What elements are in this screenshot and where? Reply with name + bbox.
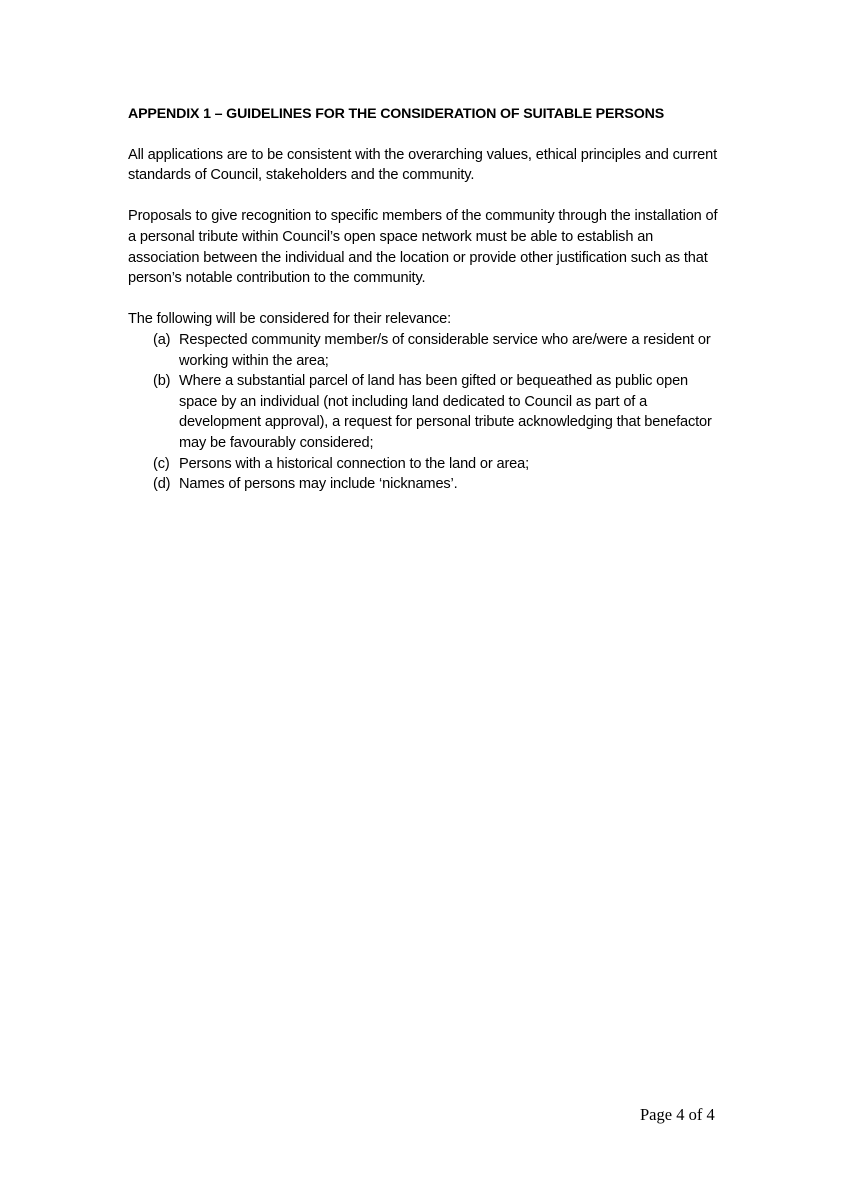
criteria-list [128,330,718,495]
list-marker: (b) [153,373,171,390]
list-item [128,474,718,495]
list-marker: (a) [153,331,171,348]
list-intro: The following will be considered for their relevance: [128,311,452,328]
list-item [128,371,718,453]
list-item [128,454,718,475]
list-item-text: Respected community member/s of considerable service who are/were a resident or working within the area; [179,331,711,369]
list-item [128,330,718,371]
list-item-text: Where a substantial parcel of land has been gifted or bequeathed as public open space by an individual (not including land dedicated to Council as part of a development approval), a request for personal tribute acknowledging that benefactor may be favourably considered; [179,373,712,451]
list-marker: (d) [153,476,171,493]
list-item-text: Persons with a historical connection to the land or area; [179,455,530,472]
list-marker: (c) [153,455,170,472]
list-item-text: Names of persons may include ‘nicknames’. [179,476,458,493]
paragraph-proposals: Proposals to give recognition to specific members of the community through the installation of a personal tribute within Council’s open space network must be able to establish an association between the individual and the location or provide other justification such as that person’s notable contribution to the community. [128,208,718,287]
page-number: Page 4 of 4 [640,1105,715,1124]
paragraph-applications: All applications are to be consistent with the overarching values, ethical principles and current standards of Council, stakeholders and the community. [128,146,717,184]
appendix-heading: APPENDIX 1 – GUIDELINES FOR THE CONSIDERATION OF SUITABLE PERSONS [128,106,665,122]
document-body [128,104,718,495]
